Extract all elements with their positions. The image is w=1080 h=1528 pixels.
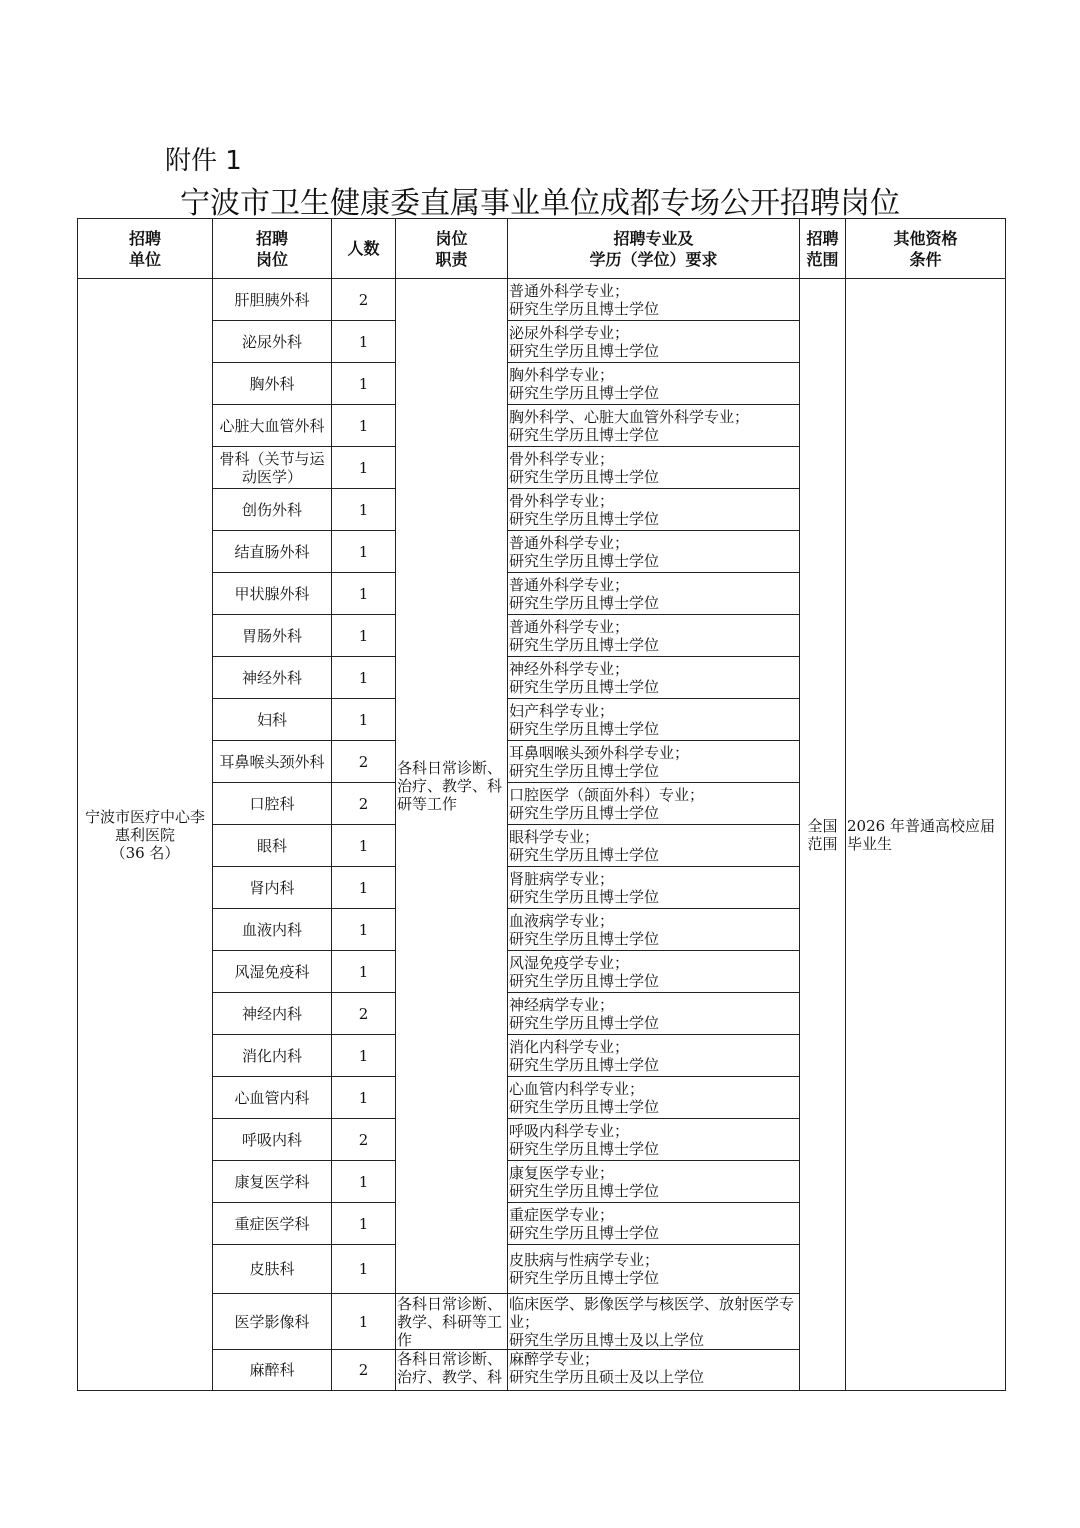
count-cell: 1 <box>332 909 396 951</box>
major-cell: 口腔医学（颌面外科）专业； 研究生学历且博士学位 <box>508 783 800 825</box>
major-cell: 皮肤病与性病学专业； 研究生学历且博士学位 <box>508 1245 800 1294</box>
major-cell: 普通外科学专业； 研究生学历且博士学位 <box>508 531 800 573</box>
duty-cell: 各科日常诊断、教学、科研等工作 <box>396 1294 508 1350</box>
major-cell: 肾脏病学专业； 研究生学历且博士学位 <box>508 867 800 909</box>
count-cell: 1 <box>332 1161 396 1203</box>
major-cell: 临床医学、影像医学与核医学、放射医学专业； 研究生学历且博士及以上学位 <box>508 1294 800 1350</box>
major-cell: 康复医学专业； 研究生学历且博士学位 <box>508 1161 800 1203</box>
count-cell: 1 <box>332 1203 396 1245</box>
count-cell: 2 <box>332 1350 396 1391</box>
post-cell: 结直肠外科 <box>213 531 332 573</box>
header-unit: 招聘 单位 <box>78 219 213 279</box>
major-cell: 普通外科学专业； 研究生学历且博士学位 <box>508 573 800 615</box>
post-cell: 甲状腺外科 <box>213 573 332 615</box>
post-cell: 肾内科 <box>213 867 332 909</box>
count-cell: 2 <box>332 1119 396 1161</box>
major-cell: 胸外科学、心脏大血管外科学专业； 研究生学历且博士学位 <box>508 405 800 447</box>
count-cell: 1 <box>332 363 396 405</box>
header-duty: 岗位 职责 <box>396 219 508 279</box>
post-cell: 骨科（关节与运动医学） <box>213 447 332 489</box>
post-cell: 神经内科 <box>213 993 332 1035</box>
major-cell: 神经病学专业； 研究生学历且博士学位 <box>508 993 800 1035</box>
post-cell: 耳鼻喉头颈外科 <box>213 741 332 783</box>
major-cell: 风湿免疫学专业； 研究生学历且博士学位 <box>508 951 800 993</box>
major-cell: 神经外科学专业； 研究生学历且博士学位 <box>508 657 800 699</box>
header-post: 招聘 岗位 <box>213 219 332 279</box>
post-cell: 呼吸内科 <box>213 1119 332 1161</box>
major-cell: 泌尿外科学专业； 研究生学历且博士学位 <box>508 321 800 363</box>
major-cell: 普通外科学专业； 研究生学历且博士学位 <box>508 615 800 657</box>
post-cell: 麻醉科 <box>213 1350 332 1391</box>
post-cell: 心脏大血管外科 <box>213 405 332 447</box>
duty-cell: 各科日常诊断、治疗、教学、科 <box>396 1350 508 1391</box>
count-cell: 1 <box>332 405 396 447</box>
header-major: 招聘专业及 学历（学位）要求 <box>508 219 800 279</box>
count-cell: 2 <box>332 783 396 825</box>
post-cell: 重症医学科 <box>213 1203 332 1245</box>
count-cell: 1 <box>332 447 396 489</box>
count-cell: 2 <box>332 993 396 1035</box>
count-cell: 1 <box>332 1035 396 1077</box>
recruitment-table <box>77 218 1006 1391</box>
page-title: 宁波市卫生健康委直属事业单位成都专场公开招聘岗位 <box>180 186 900 221</box>
post-cell: 皮肤科 <box>213 1245 332 1294</box>
major-cell: 胸外科学专业； 研究生学历且博士学位 <box>508 363 800 405</box>
count-cell: 1 <box>332 1245 396 1294</box>
count-cell: 1 <box>332 657 396 699</box>
post-cell: 创伤外科 <box>213 489 332 531</box>
post-cell: 胃肠外科 <box>213 615 332 657</box>
scope-cell: 全国 范围 <box>800 279 846 1391</box>
major-cell: 呼吸内科学专业； 研究生学历且博士学位 <box>508 1119 800 1161</box>
duty-cell: 各科日常诊断、治疗、教学、科研等工作 <box>396 279 508 1294</box>
header-row <box>78 219 1006 279</box>
major-cell: 妇产科学专业； 研究生学历且博士学位 <box>508 699 800 741</box>
post-cell: 康复医学科 <box>213 1161 332 1203</box>
count-cell: 1 <box>332 615 396 657</box>
count-cell: 1 <box>332 699 396 741</box>
other-cell: 2026 年普通高校应届毕业生 <box>846 279 1006 1391</box>
major-cell: 重症医学专业； 研究生学历且博士学位 <box>508 1203 800 1245</box>
header-scope: 招聘 范围 <box>800 219 846 279</box>
count-cell: 1 <box>332 867 396 909</box>
post-cell: 眼科 <box>213 825 332 867</box>
post-cell: 心血管内科 <box>213 1077 332 1119</box>
post-cell: 医学影像科 <box>213 1294 332 1350</box>
major-cell: 眼科学专业； 研究生学历且博士学位 <box>508 825 800 867</box>
count-cell: 1 <box>332 1294 396 1350</box>
header-count: 人数 <box>332 219 396 279</box>
count-cell: 1 <box>332 321 396 363</box>
post-cell: 妇科 <box>213 699 332 741</box>
post-cell: 风湿免疫科 <box>213 951 332 993</box>
major-cell: 心血管内科学专业； 研究生学历且博士学位 <box>508 1077 800 1119</box>
attachment-label: 附件 1 <box>165 146 242 176</box>
major-cell: 骨外科学专业； 研究生学历且博士学位 <box>508 447 800 489</box>
major-cell: 耳鼻咽喉头颈外科学专业； 研究生学历且博士学位 <box>508 741 800 783</box>
post-cell: 肝胆胰外科 <box>213 279 332 321</box>
count-cell: 1 <box>332 1077 396 1119</box>
major-cell: 骨外科学专业； 研究生学历且博士学位 <box>508 489 800 531</box>
count-cell: 1 <box>332 951 396 993</box>
major-cell: 血液病学专业； 研究生学历且博士学位 <box>508 909 800 951</box>
post-cell: 泌尿外科 <box>213 321 332 363</box>
count-cell: 1 <box>332 531 396 573</box>
post-cell: 胸外科 <box>213 363 332 405</box>
post-cell: 血液内科 <box>213 909 332 951</box>
count-cell: 1 <box>332 825 396 867</box>
post-cell: 消化内科 <box>213 1035 332 1077</box>
unit-cell: 宁波市医疗中心李惠利医院 （36 名） <box>78 279 213 1391</box>
post-cell: 口腔科 <box>213 783 332 825</box>
major-cell: 普通外科学专业； 研究生学历且博士学位 <box>508 279 800 321</box>
count-cell: 2 <box>332 279 396 321</box>
count-cell: 2 <box>332 741 396 783</box>
header-other: 其他资格 条件 <box>846 219 1006 279</box>
major-cell: 消化内科学专业； 研究生学历且博士学位 <box>508 1035 800 1077</box>
post-cell: 神经外科 <box>213 657 332 699</box>
count-cell: 1 <box>332 489 396 531</box>
table-row <box>78 279 1006 321</box>
count-cell: 1 <box>332 573 396 615</box>
major-cell: 麻醉学专业； 研究生学历且硕士及以上学位 <box>508 1350 800 1391</box>
